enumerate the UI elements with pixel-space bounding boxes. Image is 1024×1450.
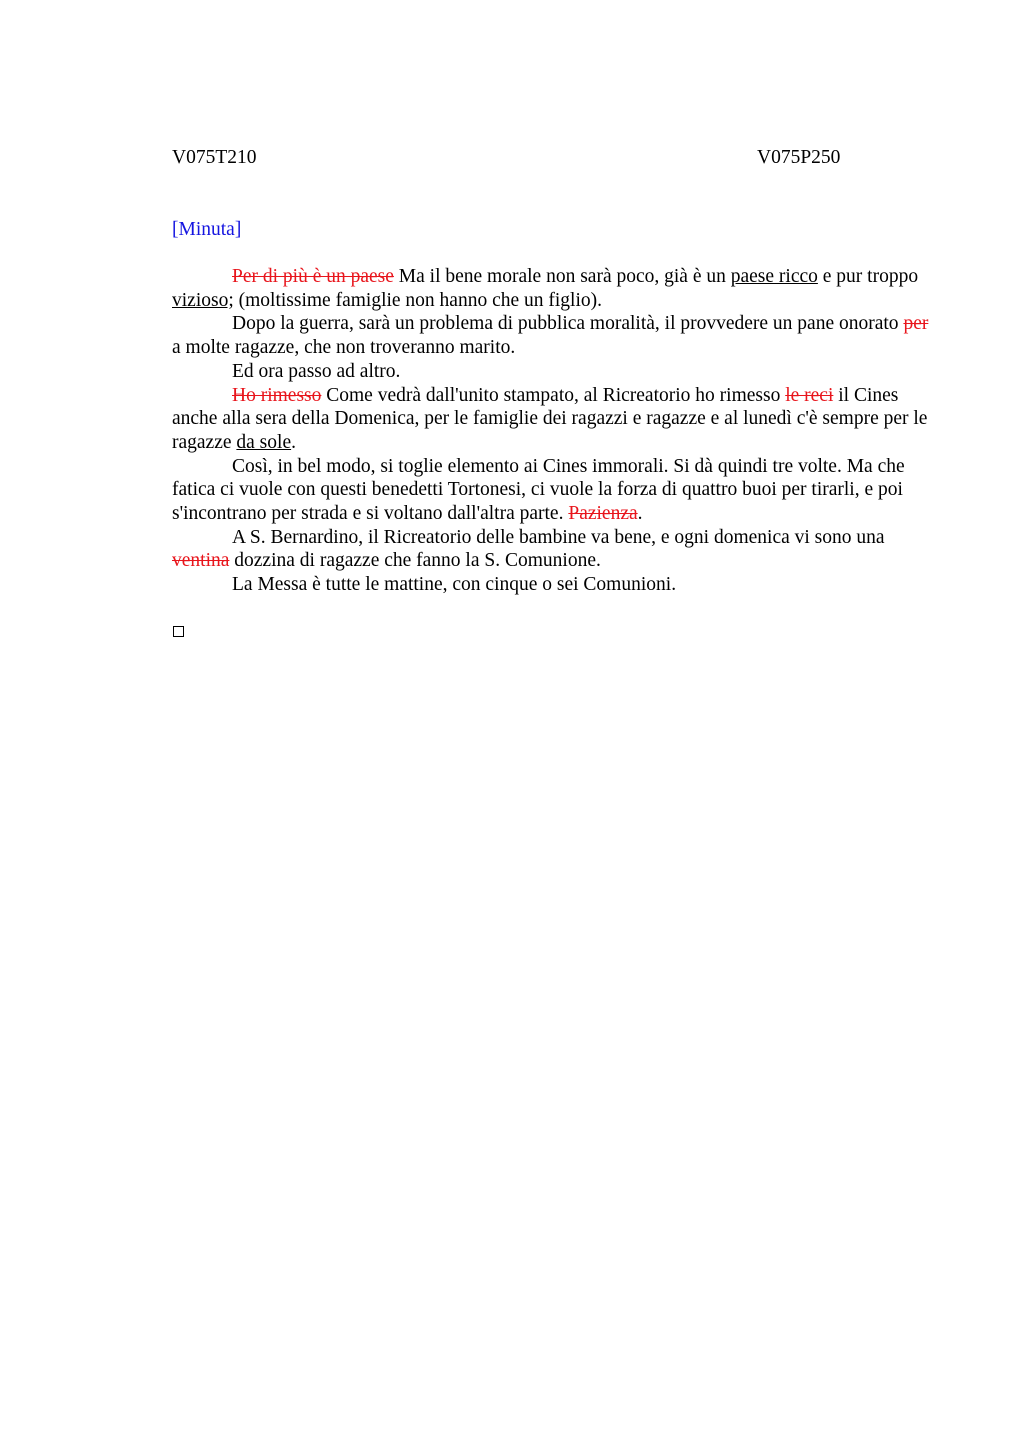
text-run: (moltissime famiglie non hanno che un figlio). bbox=[233, 289, 603, 311]
deleted-text: ventina bbox=[172, 550, 230, 572]
text-run: e pur troppo bbox=[817, 266, 919, 287]
text-run: A S. Bernardino, il Ricreatorio delle bambine va bene, e ogni domenica vi sono una bbox=[232, 526, 885, 548]
underlined-text: vizioso; bbox=[172, 289, 234, 311]
paragraph-5 bbox=[172, 455, 932, 526]
header-left-code: V075T210 bbox=[172, 147, 257, 168]
text-run: a molte ragazze, che non troveranno marito. bbox=[172, 337, 516, 359]
deleted-text: Per di più è un paese bbox=[232, 266, 394, 287]
paragraph-1 bbox=[172, 265, 932, 312]
square-outline-icon bbox=[173, 626, 184, 637]
text-run: Dopo la guerra, sarà un problema di pubblica moralità, il provvedere un pane onorato bbox=[232, 313, 904, 335]
header-right-code: V075P250 bbox=[757, 147, 841, 168]
underlined-text: paese ricco bbox=[730, 266, 818, 287]
text-run: Ma il bene morale non sarà poco, già è un bbox=[393, 266, 731, 287]
paragraph-3 bbox=[172, 360, 932, 384]
underlined-text: da sole bbox=[236, 431, 292, 453]
paragraph-4 bbox=[172, 384, 932, 455]
deleted-text: per bbox=[903, 313, 929, 335]
text-run: Ed ora passo ad altro. bbox=[232, 360, 401, 382]
text-run: Così, in bel modo, si toglie elemento ai Cines immorali. Si dà quindi tre volte. Ma che fatica ci vuole con questi benedetti Tortonesi, ci vuole la forza di quattro buoi per tirarli, e poi s'incontrano per strada e si voltano dall'altra parte. bbox=[172, 455, 905, 525]
paragraph-7 bbox=[172, 573, 932, 597]
letter-body bbox=[172, 265, 932, 597]
text-run: il Cines anche alla sera della Domenica, per le famiglie dei ragazzi e ragazze e al lunedì c'è sempre per le ragazze bbox=[172, 384, 928, 453]
text-run: . bbox=[291, 431, 296, 453]
minuta-label: [Minuta] bbox=[172, 219, 242, 240]
paragraph-6 bbox=[172, 526, 932, 573]
text-run: Come vedrà dall'unito stampato, al Ricreatorio ho rimesso bbox=[321, 384, 786, 406]
deleted-text: Ho rimesso bbox=[232, 384, 322, 406]
deleted-text: Pazienza bbox=[568, 503, 638, 525]
text-run: . bbox=[637, 503, 643, 525]
deleted-text: le reci bbox=[785, 384, 834, 406]
text-run: La Messa è tutte le mattine, con cinque o sei Comunioni. bbox=[232, 574, 677, 596]
text-run: dozzina di ragazze che fanno la S. Comunione. bbox=[229, 550, 601, 572]
paragraph-2 bbox=[172, 312, 932, 359]
